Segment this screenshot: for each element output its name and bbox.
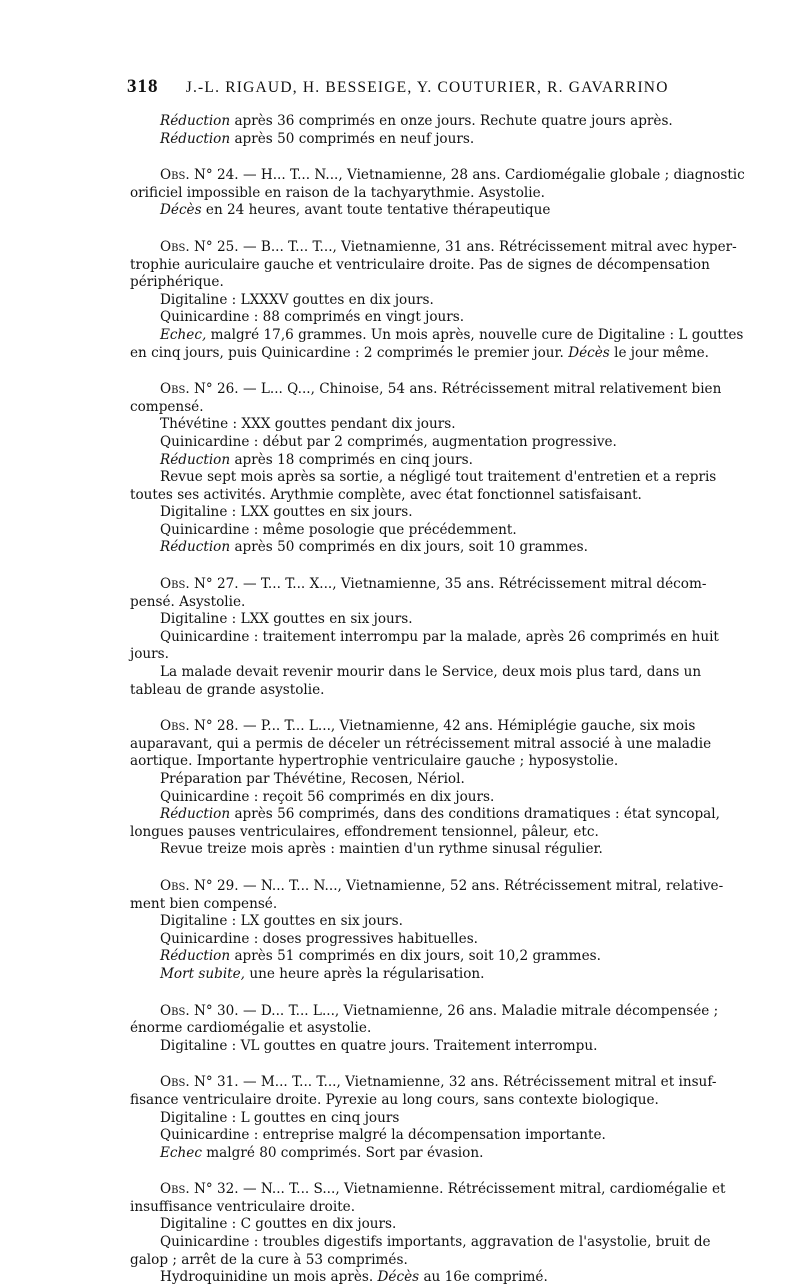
text-line bbox=[130, 345, 755, 363]
text-span: — D... T... L..., Vietnamienne, 26 ans. Maladie mitrale décompensée ; bbox=[242, 1002, 719, 1019]
text-line: Thévétine : XXX gouttes pendant dix jours. bbox=[160, 416, 456, 433]
text-span: — H... T... N..., Vietnamienne, 28 ans. Cardiomégalie globale ; diagnostic bbox=[242, 167, 745, 184]
body-text bbox=[130, 113, 755, 1287]
text-line: aortique. Importante hypertrophie ventriculaire gauche ; hyposystolie. bbox=[130, 753, 619, 770]
observation-label: Obs. N° 28. bbox=[160, 718, 239, 735]
observation-label: Obs. N° 24. bbox=[160, 167, 239, 184]
observation-32 bbox=[130, 1181, 755, 1287]
text-span: au 16e comprimé. bbox=[423, 1269, 548, 1286]
italic-term: Réduction bbox=[160, 806, 231, 823]
text-span: Hydroquinidine un mois après. bbox=[160, 1269, 374, 1286]
text-line: compensé. bbox=[130, 398, 204, 415]
observation-label: Obs. N° 25. bbox=[160, 238, 239, 255]
text-line: auparavant, qui a permis de déceler un rétrécissement mitral associé à une maladie bbox=[130, 735, 712, 752]
observation-label: Obs. N° 27. bbox=[160, 576, 239, 593]
observation-27 bbox=[130, 576, 755, 699]
text-line bbox=[130, 539, 755, 557]
text-span: — B... T... T..., Vietnamienne, 31 ans. Rétrécissement mitral avec hyper- bbox=[242, 238, 737, 255]
text-line: Digitaline : LX gouttes en six jours. bbox=[160, 913, 403, 930]
text-span: — M... T... T..., Vietnamienne, 32 ans. Rétrécissement mitral et insuf- bbox=[242, 1074, 717, 1091]
observation-29 bbox=[130, 878, 755, 984]
text-line bbox=[130, 1074, 755, 1092]
text-line bbox=[130, 966, 755, 984]
text-span: après 50 comprimés en neuf jours. bbox=[234, 130, 475, 147]
text-line: fisance ventriculaire droite. Pyrexie au long cours, sans contexte biologique. bbox=[130, 1091, 659, 1108]
text-span: malgré 80 comprimés. Sort par évasion. bbox=[206, 1144, 484, 1161]
text-line: périphérique. bbox=[130, 274, 224, 291]
text-line: Digitaline : L gouttes en cinq jours bbox=[160, 1109, 400, 1126]
text-line: ment bien compensé. bbox=[130, 895, 278, 912]
text-line: longues pauses ventriculaires, effondrement tensionnel, pâleur, etc. bbox=[130, 823, 599, 840]
text-line bbox=[130, 806, 755, 824]
italic-term: Echec, bbox=[160, 326, 207, 343]
text-span: en cinq jours, puis Quinicardine : 2 comprimés le premier jour. bbox=[130, 344, 564, 361]
text-line bbox=[130, 239, 755, 257]
text-line: Quinicardine : doses progressives habituelles. bbox=[160, 930, 478, 947]
text-span: après 51 comprimés en dix jours, soit 10,2 grammes. bbox=[234, 948, 601, 965]
italic-term: Mort subite, bbox=[160, 965, 245, 982]
text-line bbox=[130, 1003, 755, 1021]
text-span: malgré 17,6 grammes. Un mois après, nouvelle cure de Digitaline : L gouttes bbox=[210, 326, 744, 343]
italic-term: Réduction bbox=[160, 130, 231, 147]
observation-label: Obs. N° 31. bbox=[160, 1074, 239, 1091]
text-span: — N... T... N..., Vietnamienne, 52 ans. Rétrécissement mitral, relative- bbox=[242, 877, 724, 894]
observation-28 bbox=[130, 718, 755, 859]
text-line: Quinicardine : même posologie que précédemment. bbox=[160, 521, 517, 538]
text-line bbox=[130, 202, 755, 220]
text-line: galop ; arrêt de la cure à 53 comprimés. bbox=[130, 1251, 408, 1268]
text-line: trophie auriculaire gauche et ventriculaire droite. Pas de signes de décompensation bbox=[130, 256, 710, 273]
text-line: Digitaline : LXX gouttes en six jours. bbox=[160, 504, 413, 521]
text-line: Quinicardine : début par 2 comprimés, augmentation progressive. bbox=[160, 433, 617, 450]
text-line: tableau de grande asystolie. bbox=[130, 681, 325, 698]
text-span: — P... T... L..., Vietnamienne, 42 ans. Hémiplégie gauche, six mois bbox=[242, 718, 696, 735]
italic-term: Décès bbox=[160, 202, 202, 219]
text-line: Digitaline : C gouttes en dix jours. bbox=[160, 1216, 397, 1233]
italic-term: Réduction bbox=[160, 451, 231, 468]
italic-term: Réduction bbox=[160, 948, 231, 965]
text-line: Quinicardine : 88 comprimés en vingt jours. bbox=[160, 309, 465, 326]
text-line: Digitaline : LXXXV gouttes en dix jours. bbox=[160, 291, 434, 308]
text-line bbox=[130, 131, 755, 149]
observation-label: Obs. N° 30. bbox=[160, 1002, 239, 1019]
text-line bbox=[130, 113, 755, 131]
text-line: La malade devait revenir mourir dans le Service, deux mois plus tard, dans un bbox=[160, 664, 702, 681]
text-line bbox=[130, 1145, 755, 1163]
text-line bbox=[130, 167, 755, 185]
text-line: Quinicardine : reçoit 56 comprimés en dix jours. bbox=[160, 788, 495, 805]
text-line: pensé. Asystolie. bbox=[130, 593, 246, 610]
text-line: Quinicardine : entreprise malgré la décompensation importante. bbox=[160, 1127, 606, 1144]
observation-31 bbox=[130, 1074, 755, 1162]
text-line bbox=[130, 948, 755, 966]
text-span: après 36 comprimés en onze jours. Rechute quatre jours après. bbox=[234, 113, 673, 129]
text-span: après 18 comprimés en cinq jours. bbox=[234, 451, 473, 468]
text-line: Préparation par Thévétine, Recosen, Nériol. bbox=[160, 771, 465, 787]
observation-label: Obs. N° 32. bbox=[160, 1181, 239, 1198]
text-span: après 56 comprimés, dans des conditions dramatiques : état syncopal, bbox=[234, 806, 720, 823]
text-span: après 50 comprimés en dix jours, soit 10 grammes. bbox=[234, 539, 588, 556]
text-span: le jour même. bbox=[614, 344, 709, 361]
text-line: jours. bbox=[130, 646, 169, 663]
italic-term: Echec bbox=[160, 1144, 202, 1161]
text-span: — L... Q..., Chinoise, 54 ans. Rétrécissement mitral relativement bien bbox=[242, 381, 722, 398]
text-line bbox=[130, 381, 755, 399]
italic-term: Réduction bbox=[160, 539, 231, 556]
text-line bbox=[130, 878, 755, 896]
text-line: Digitaline : VL gouttes en quatre jours. Traitement interrompu. bbox=[160, 1037, 598, 1054]
intro-block bbox=[130, 113, 755, 148]
text-span: — T... T... X..., Vietnamienne, 35 ans. Rétrécissement mitral décom- bbox=[242, 576, 707, 593]
italic-term: Décès bbox=[568, 344, 610, 361]
text-line bbox=[130, 576, 755, 594]
page-number: 318 bbox=[127, 76, 159, 97]
text-line: Digitaline : LXX gouttes en six jours. bbox=[160, 611, 413, 628]
text-span: une heure après la régularisation. bbox=[249, 965, 485, 982]
authors-header: J.-L. RIGAUD, H. BESSEIGE, Y. COUTURIER, R. GAVARRINO bbox=[185, 79, 669, 96]
running-head bbox=[127, 76, 687, 98]
text-line bbox=[130, 452, 755, 470]
observation-label: Obs. N° 26. bbox=[160, 381, 239, 398]
observation-24 bbox=[130, 167, 755, 220]
observation-25 bbox=[130, 239, 755, 362]
text-line bbox=[130, 718, 755, 736]
text-line: énorme cardiomégalie et asystolie. bbox=[130, 1020, 372, 1037]
italic-term: Décès bbox=[377, 1269, 420, 1286]
text-line: orificiel impossible en raison de la tachyarythmie. Asystolie. bbox=[130, 184, 545, 201]
text-line: Quinicardine : troubles digestifs importants, aggravation de l'asystolie, bruit de bbox=[160, 1234, 711, 1251]
text-span: — N... T... S..., Vietnamienne. Rétrécissement mitral, cardiomégalie et bbox=[242, 1181, 726, 1198]
text-line: Revue treize mois après : maintien d'un rythme sinusal régulier. bbox=[160, 841, 603, 858]
italic-term: Réduction bbox=[160, 113, 231, 129]
text-line bbox=[130, 1269, 755, 1287]
observation-label: Obs. N° 29. bbox=[160, 877, 239, 894]
observation-26 bbox=[130, 381, 755, 557]
text-line: insuffisance ventriculaire droite. bbox=[130, 1198, 356, 1215]
text-line: toutes ses activités. Arythmie complète, avec état fonctionnel satisfaisant. bbox=[130, 486, 642, 503]
text-line: Quinicardine : traitement interrompu par la malade, après 26 comprimés en huit bbox=[160, 628, 719, 645]
text-line bbox=[130, 327, 755, 345]
text-span: en 24 heures, avant toute tentative thérapeutique bbox=[205, 202, 551, 219]
text-line bbox=[130, 1181, 755, 1199]
observation-30 bbox=[130, 1003, 755, 1056]
text-line: Revue sept mois après sa sortie, a négligé tout traitement d'entretien et a repris bbox=[160, 469, 717, 486]
